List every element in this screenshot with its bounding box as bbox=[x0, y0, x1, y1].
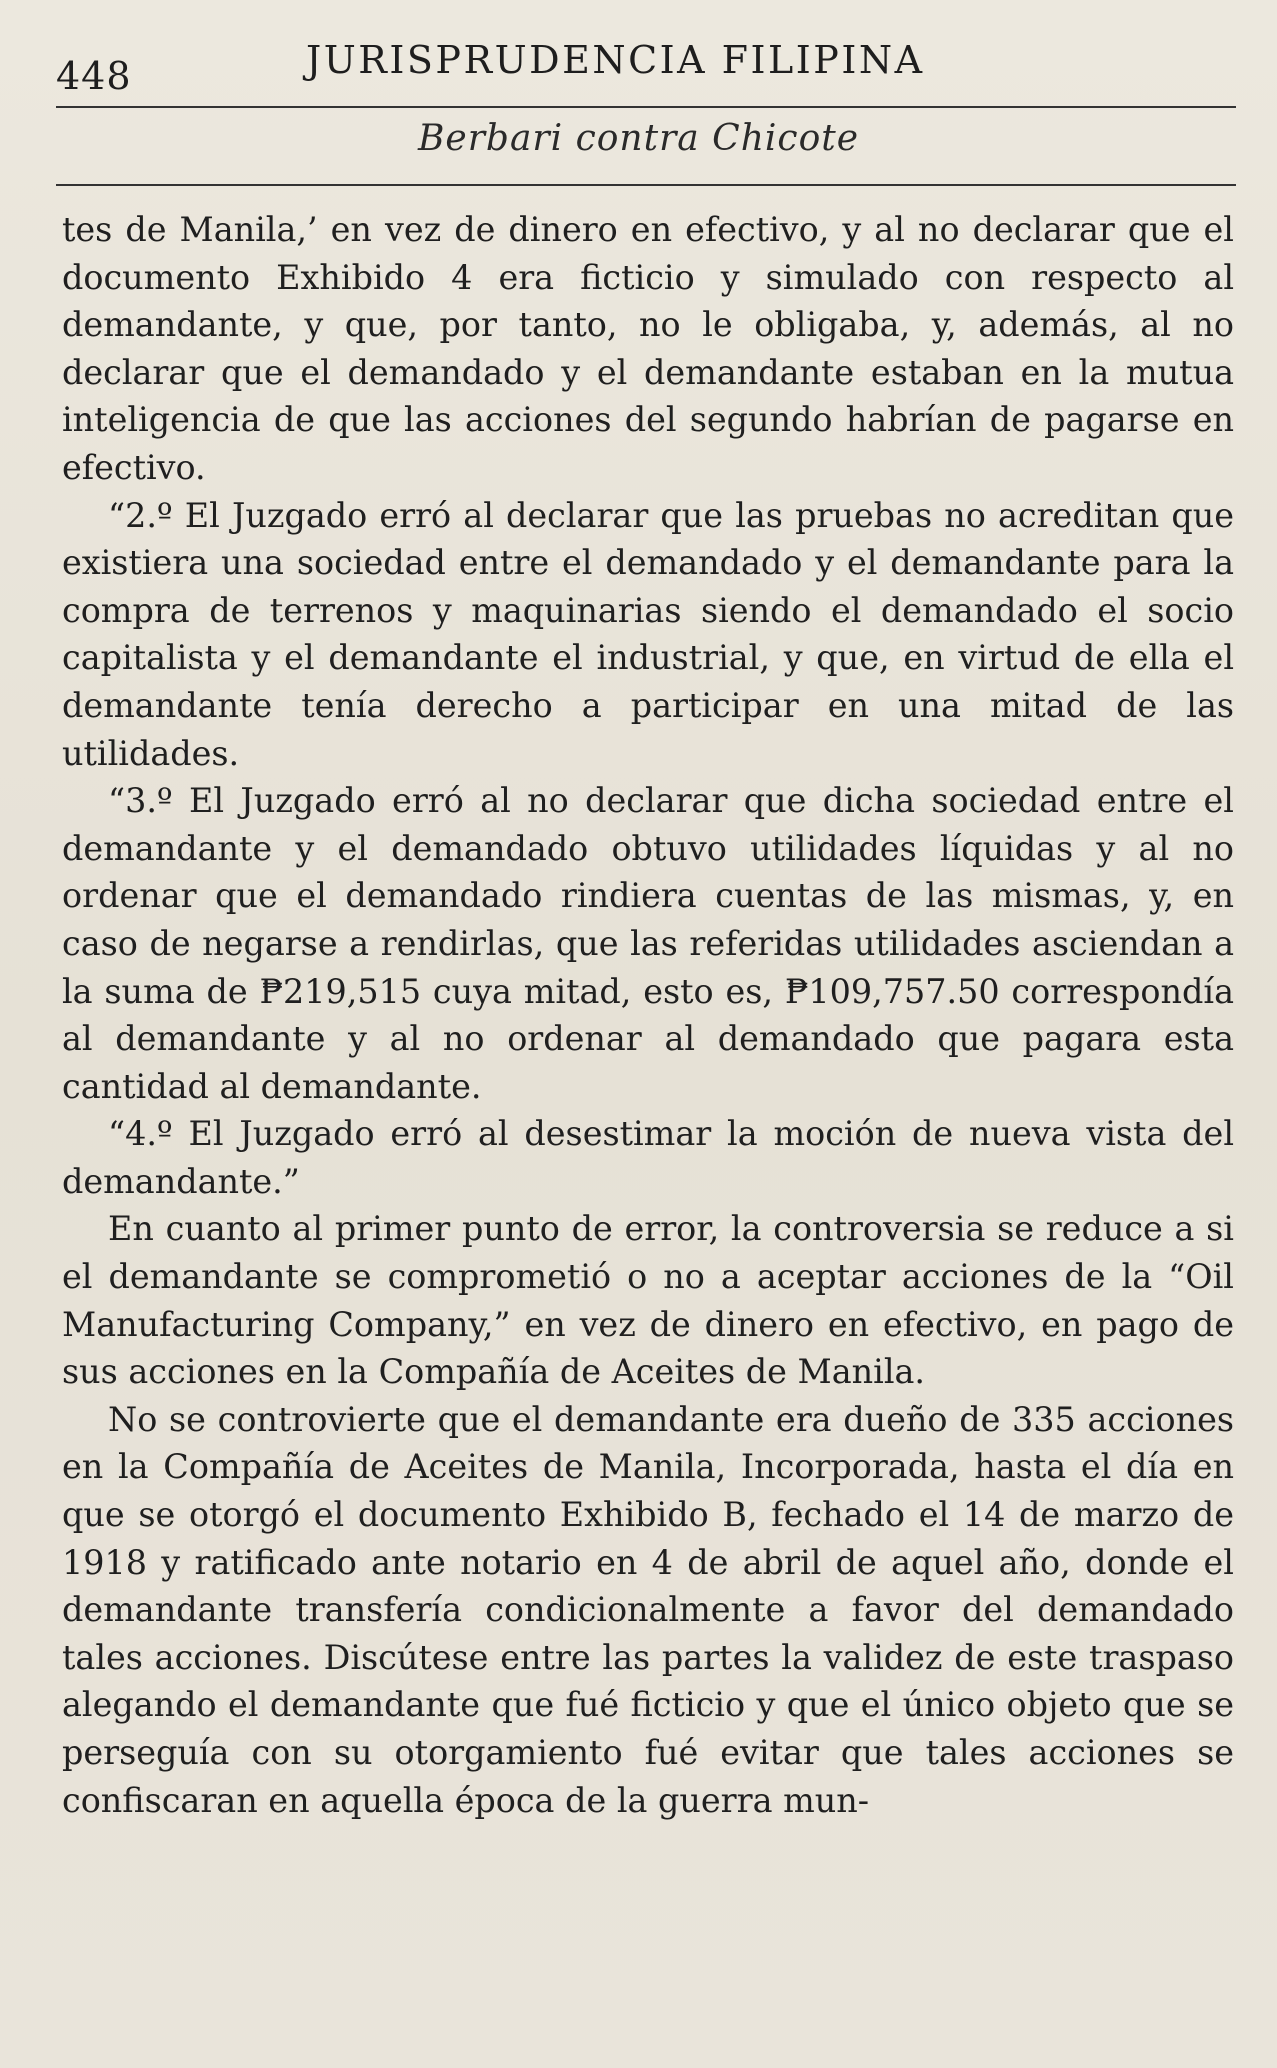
running-title: JURISPRUDENCIA FILIPINA bbox=[306, 38, 925, 82]
page-number: 448 bbox=[56, 54, 132, 98]
paragraph-error-2: “2.º El Juzgado erró al declarar que las pruebas no acreditan que existiera una sociedad entre el demandado y el demandante para la compra de terrenos y maquinarias siendo el demandado el socio capitalista y el demandante el industrial, y que, en virtud de ella el demandante tenía derecho a participar en una mitad de las utilidades. bbox=[62, 495, 1234, 773]
paragraph-error-4: “4.º El Juzgado erró al desestimar la moción de nueva vista del demandante.” bbox=[62, 1114, 1234, 1201]
body-text bbox=[62, 206, 1234, 1824]
case-title: Berbari contra Chicote bbox=[417, 118, 860, 159]
paragraph-first-error-analysis: En cuanto al primer punto de error, la controversia se reduce a si el demandante se comprometió o no a aceptar acciones de la “Oil Manufacturing Company,” en vez de dinero en efectivo, en pago de sus acciones en la Compañía de Aceites de Manila. bbox=[62, 1209, 1234, 1392]
page-header bbox=[56, 38, 1236, 108]
paragraph-error-3: “3.º El Juzgado erró al no declarar que dicha sociedad entre el demandante y el demandado obtuvo utilidades líquidas y al no ordenar que el demandado rindiera cuentas de las mismas, y, en caso de negarse a rendirlas, que las referidas utilidades asciendan a la suma de ₱219,515 cuya mitad, esto es, ₱109,757.50 correspondía al demandante y al no ordenar al demandado que pagara esta cantidad al demandante. bbox=[62, 781, 1234, 1106]
paragraph-continuation: tes de Manila,’ en vez de dinero en efectivo, y al no declarar que el documento Exhibido 4 era ficticio y simulado con respecto al demandante, y que, por tanto, no le obligaba, y, además, al no declarar que el demandado y el demandante estaban en la mutua inteligencia de que las acciones del segundo habrían de pagarse en efectivo. bbox=[62, 210, 1234, 487]
header-rule-top bbox=[56, 106, 1236, 108]
paragraph-facts: No se controvierte que el demandante era dueño de 335 acciones en la Compañía de Aceites de Manila, Incorporada, hasta el día en que se otorgó el documento Exhibido B, fechado el 14 de marzo de 1918 y ratificado ante notario en 4 de abril de aquel año, donde el demandante transfería condicionalmente a favor del demandado tales acciones. Discútese entre las partes la validez de este traspaso alegando el demandante que fué ficticio y que el único objeto que se perseguía con su otorgamiento fué evitar que tales acciones se confiscaran en aquella época de la guerra mun- bbox=[62, 1399, 1234, 1820]
header-rule-bottom bbox=[56, 184, 1236, 186]
